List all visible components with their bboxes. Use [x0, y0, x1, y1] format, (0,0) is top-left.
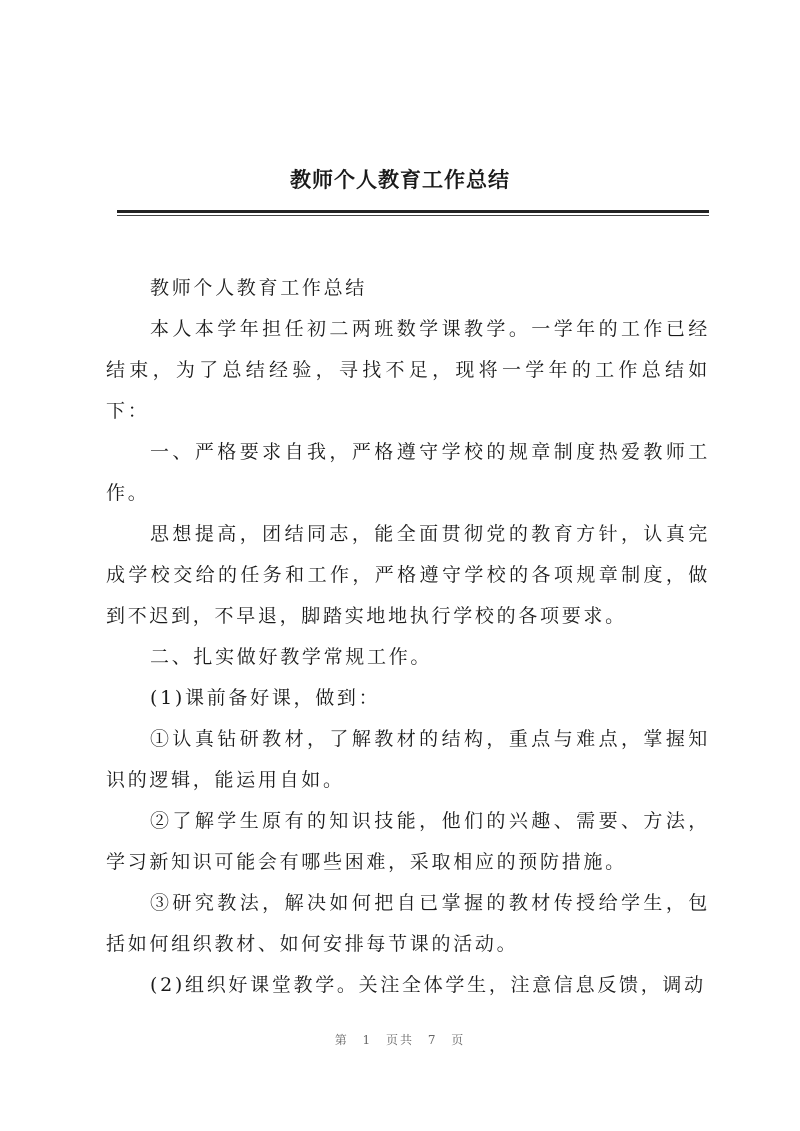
body-paragraph: 一、严格要求自我，严格遵守学校的规章制度热爱教师工作。 — [106, 441, 710, 504]
page-title: 教师个人教育工作总结 — [290, 168, 510, 192]
body-paragraph: ②了解学生原有的知识技能，他们的兴趣、需要、方法，学习新知识可能会有哪些困难，采取相应的预防措施。 — [106, 810, 710, 873]
body-paragraph: ①认真钻研教材，了解教材的结构，重点与难点，掌握知识的逻辑，能运用自如。 — [106, 728, 710, 791]
body-paragraph: ③研究教法，解决如何把自已掌握的教材传授给学生，包括如何组织教材、如何安排每节课的活动。 — [106, 892, 710, 955]
body-paragraph: 本人本学年担任初二两班数学课教学。一学年的工作已经结束，为了总结经验，寻找不足，现将一学年的工作总结如下： — [106, 318, 710, 422]
body-paragraph: 二、扎实做好教学常规工作。 — [150, 646, 433, 668]
body-paragraph: (2)组织好课堂教学。关注全体学生，注意信息反馈，调动 — [150, 974, 706, 996]
body-paragraph: 教师个人教育工作总结 — [150, 277, 368, 299]
title-divider-thin — [117, 215, 709, 216]
title-divider-thick — [117, 210, 709, 213]
document-body — [106, 268, 710, 1006]
body-paragraph: 思想提高，团结同志，能全面贯彻党的教育方针，认真完成学校交给的任务和工作，严格遵守学校的各项规章制度，做到不迟到，不早退，脚踏实地地执行学校的各项要求。 — [106, 523, 710, 627]
body-paragraph: (1)课前备好课，做到： — [150, 687, 381, 709]
page-number-footer: 第 1 页共 7 页 — [334, 1033, 466, 1047]
